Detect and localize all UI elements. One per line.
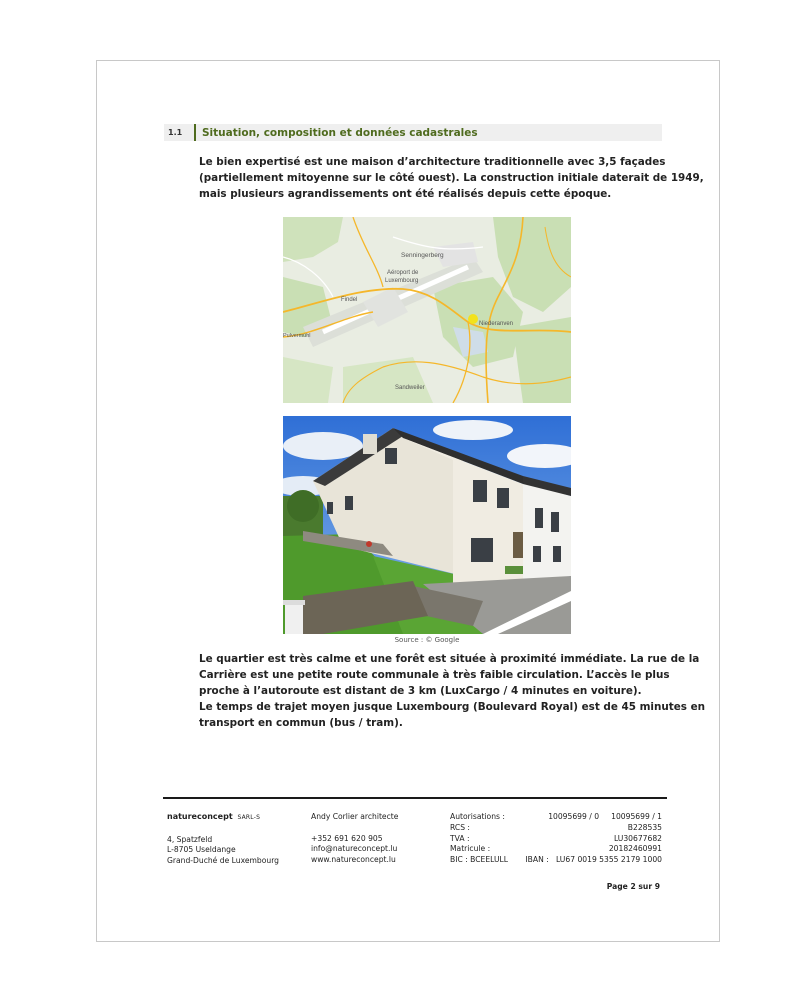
footer-value: IBAN : LU67 0019 5355 2179 1000 (525, 855, 662, 865)
intro-line: mais plusieurs agrandissements ont été réalisés depuis cette époque. (199, 188, 612, 200)
window-icon (385, 448, 397, 464)
footer-values (520, 812, 662, 866)
section-heading (164, 124, 662, 141)
footer-company (167, 812, 279, 867)
house-photo (283, 416, 571, 634)
contact-website[interactable]: www.natureconcept.lu (311, 855, 396, 865)
footer-labels (450, 812, 508, 866)
architect-name: Andy Corlier architecte (311, 812, 399, 821)
footer-label: Autorisations : (450, 812, 505, 821)
contact-phone: +352 691 620 905 (311, 833, 383, 843)
location-map (283, 217, 571, 403)
map-label: Aéroport de (387, 270, 419, 276)
intro-line: Le bien expertisé est une maison d’architecture traditionnelle avec 3,5 façades (199, 156, 666, 168)
intro-paragraph (199, 154, 704, 202)
contact-email[interactable]: info@natureconcept.lu (311, 844, 398, 854)
description-line: Carrière est une petite route communale à très faible circulation. L’accès le plus (199, 669, 670, 681)
footer-value: LU30677682 (613, 833, 662, 843)
footer-label: BIC : BCEELULL (450, 855, 508, 865)
footer-value: B228535 (627, 822, 662, 832)
section-number: 1.1 (168, 128, 183, 137)
map-label: Sandweiler (395, 385, 425, 391)
map-label: Findel (341, 297, 358, 303)
description-line: Le quartier est très calme et une forêt est située à proximité immédiate. La rue de la (199, 653, 700, 665)
address-line: 4, Spatzfeld (167, 834, 213, 844)
footer-label: TVA : (450, 833, 470, 843)
page-number: Page 2 sur 9 (606, 882, 660, 891)
property-marker-icon (468, 314, 478, 324)
description-line: proche à l’autoroute est distant de 3 km (LuxCargo / 4 minutes en voiture). (199, 685, 642, 697)
footer-label: RCS : (450, 822, 470, 832)
map-label: Senningerberg (401, 252, 444, 259)
footer-divider (163, 797, 667, 799)
address-line: Grand-Duché de Luxembourg (167, 856, 279, 866)
company-name: natureconcept (167, 812, 233, 821)
description-line: Le temps de trajet moyen jusque Luxembourg (Boulevard Royal) est de 45 minutes en (199, 701, 706, 713)
address-line: L-8705 Useldange (167, 845, 236, 855)
footer-value: 20182460991 (608, 844, 662, 854)
footer-label: Matricule : (450, 844, 491, 854)
map-label: Pulvermühl (283, 333, 311, 339)
footer-contact (311, 812, 398, 866)
intro-line: (partiellement mitoyenne sur le côté ouest). La construction initiale daterait de 1949, (199, 172, 704, 184)
section-title: Situation, composition et données cadastrales (202, 126, 478, 139)
photo-caption: Source : © Google (394, 636, 460, 644)
company-suffix: SARL-S (237, 814, 261, 821)
map-label: Luxembourg (385, 278, 419, 284)
footer-value: 10095699 / 0 10095699 / 1 (548, 812, 662, 821)
map-label: Niederanven (479, 321, 514, 327)
description-paragraph (199, 651, 706, 731)
description-line: transport en commun (bus / tram). (199, 717, 403, 729)
